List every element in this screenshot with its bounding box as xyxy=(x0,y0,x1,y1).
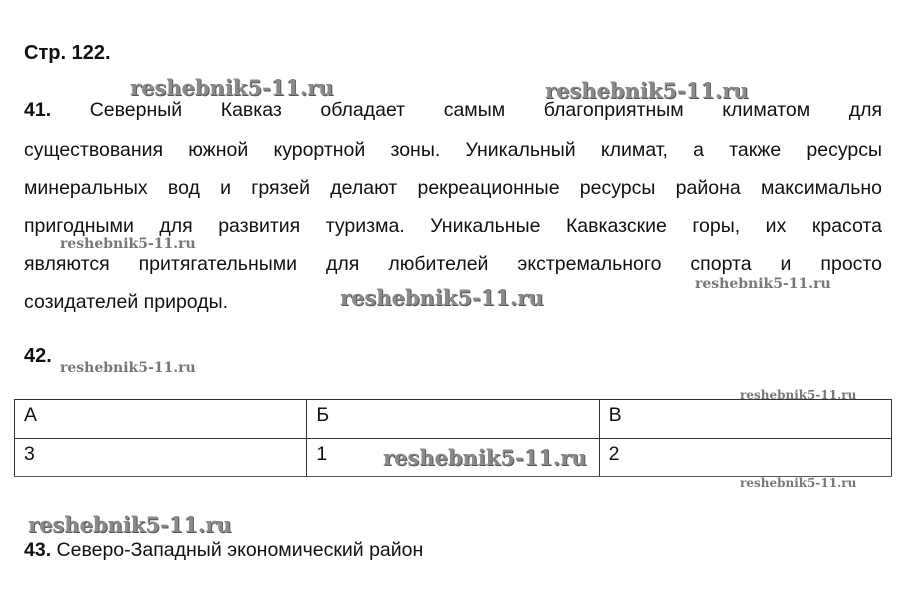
page-reference: Стр. 122. xyxy=(24,42,111,64)
table-header-row xyxy=(15,400,892,439)
q41-line-1 xyxy=(24,98,882,122)
value-cell-v: 2 xyxy=(599,439,891,477)
watermark: reshebnik5-11.ru xyxy=(383,445,587,470)
watermark: reshebnik5-11.ru xyxy=(60,360,196,376)
watermark: reshebnik5-11.ru xyxy=(340,285,544,310)
q41-line-3: минеральных вод и грязей делают рекреационные ресурсы района максимально xyxy=(24,177,882,199)
header-cell-a: А xyxy=(15,400,307,439)
q42-number: 42. xyxy=(24,345,52,367)
watermark: reshebnik5-11.ru xyxy=(545,78,749,103)
q41-line-1-text: Северный Кавказ обладает самым благоприятным климатом для xyxy=(89,99,883,121)
value-cell-b: 1 xyxy=(307,439,599,477)
q41-number: 41. xyxy=(24,99,52,121)
q41-line-6: созидателей природы. xyxy=(24,291,229,313)
watermark: reshebnik5-11.ru xyxy=(28,512,232,537)
q43-line xyxy=(24,538,423,562)
header-cell-v: В xyxy=(599,400,891,439)
watermark: reshebnik5-11.ru xyxy=(130,75,334,100)
q41-line-5: являются притягательными для любителей экстремального спорта и просто xyxy=(24,253,882,275)
watermark: reshebnik5-11.ru xyxy=(740,388,857,402)
q41-line-4: пригодными для развития туризма. Уникальные Кавказские горы, их красота xyxy=(24,215,882,237)
q43-number: 43. xyxy=(24,539,52,561)
q41-line-2: существования южной курортной зоны. Уникальный климат, а также ресурсы xyxy=(24,139,882,161)
watermark: reshebnik5-11.ru xyxy=(695,276,831,292)
q43-text: Северо-Западный экономический район xyxy=(56,539,424,561)
header-cell-b: Б xyxy=(307,400,599,439)
watermark: reshebnik5-11.ru xyxy=(740,476,857,490)
watermark: reshebnik5-11.ru xyxy=(60,236,196,252)
value-cell-a: 3 xyxy=(15,439,307,477)
